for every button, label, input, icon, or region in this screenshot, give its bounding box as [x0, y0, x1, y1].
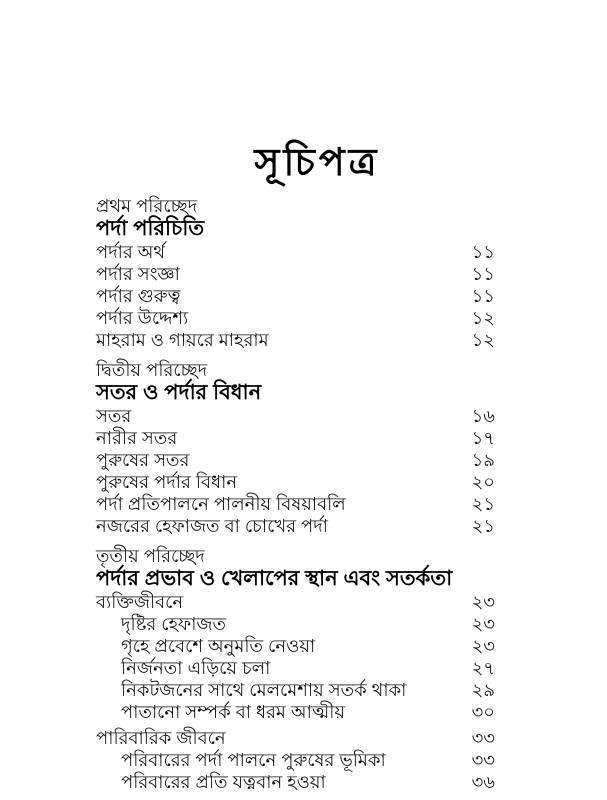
toc-entry — [96, 307, 495, 329]
toc-entry — [96, 591, 495, 613]
toc-entry — [96, 635, 495, 657]
toc-entry — [96, 405, 495, 427]
toc-entry-label: নারীর সতর — [96, 428, 178, 448]
toc-entry-page: ১৯ — [471, 450, 495, 470]
toc-entry-label: পর্দার উদ্দেশ্য — [96, 308, 189, 328]
toc-entry — [96, 329, 495, 351]
toc-entry-label: পুরুষের পর্দার বিধান — [96, 472, 238, 492]
toc-entry — [96, 749, 495, 771]
toc-entry-label: গৃহে প্রবেশে অনুমতি নেওয়া — [121, 636, 316, 656]
toc-entry-label: পুরুষের সতর — [96, 450, 190, 470]
toc-entry-page: ২৩ — [471, 592, 495, 612]
toc-entry-page: ১১ — [471, 264, 495, 284]
toc-entry — [96, 241, 495, 263]
chapter-label: প্রথম পরিচ্ছেদ — [96, 196, 198, 216]
toc-entry-page: ২১ — [471, 516, 495, 536]
toc-section-1 — [96, 195, 495, 351]
toc-entry — [96, 427, 495, 449]
toc-entry-page: ৩০ — [471, 702, 495, 722]
toc-entry-label: নিকটজনের সাথে মেলমেশায় সতর্ক থাকা — [121, 680, 407, 700]
toc-entry-label: দৃষ্টির হেফাজত — [121, 614, 227, 634]
toc-entry-page: ১২ — [471, 308, 495, 328]
toc-entry — [96, 771, 495, 793]
toc-entry-page: ৩৩ — [471, 750, 495, 770]
toc-entry-label: পরিবারের পর্দা পালনে পুরুষের ভূমিকা — [121, 750, 386, 770]
toc-entry-label: পর্দার অর্থ — [96, 242, 166, 262]
toc-entry-page: ২১ — [471, 494, 495, 514]
toc-entry — [96, 727, 495, 749]
toc-section-2 — [96, 359, 495, 537]
toc-entry — [96, 657, 495, 679]
toc-entry-page: ২০ — [471, 472, 495, 492]
toc-entry — [96, 493, 495, 515]
toc-section-3 — [96, 545, 495, 793]
chapter-title: পর্দার প্রভাব ও খেলাপের স্থান এবং সতর্কতা — [96, 567, 453, 590]
toc-entry — [96, 471, 495, 493]
toc-entry-label: ব্যক্তিজীবনে — [96, 592, 184, 612]
toc-entry-page: ২৩ — [471, 636, 495, 656]
toc-entry-label: নজরের হেফাজত বা চোখের পর্দা — [96, 516, 328, 536]
toc-entry-page: ১২ — [471, 330, 495, 350]
page-title: সূচিপত্র — [254, 142, 381, 184]
toc-entry — [96, 449, 495, 471]
toc-entry-label: পর্দার সংজ্ঞা — [96, 264, 180, 284]
toc-entry-page: ১৬ — [471, 406, 495, 426]
toc-entry-label: পরিবারের প্রতি যত্নবান হওয়া — [121, 772, 326, 792]
toc-entry — [96, 679, 495, 701]
toc-entry-page: ১১ — [471, 242, 495, 262]
toc-entry-page: ২৯ — [471, 680, 495, 700]
toc-entry-label: পর্দা প্রতিপালনে পালনীয় বিষয়াবলি — [96, 494, 346, 514]
toc-entry-label: সতর — [96, 406, 132, 426]
chapter-label: তৃতীয় পরিচ্ছেদ — [96, 546, 205, 566]
toc-entry-page: ১১ — [471, 286, 495, 306]
chapter-label: দ্বিতীয় পরিচ্ছেদ — [96, 360, 208, 380]
toc-entry-label: পাতানো সম্পর্ক বা ধরম আত্মীয় — [121, 702, 346, 722]
toc-entry — [96, 701, 495, 723]
toc-entry-label: পর্দার গুরুত্ব — [96, 286, 181, 306]
toc-entry-label: নির্জনতা এড়িয়ে চলা — [121, 658, 271, 678]
table-of-contents — [96, 195, 495, 793]
toc-entry-label: পারিবারিক জীবনে — [96, 728, 226, 748]
chapter-title: পর্দা পরিচিতি — [96, 217, 205, 240]
toc-entry-page: ১৭ — [471, 428, 495, 448]
toc-entry — [96, 515, 495, 537]
chapter-title: সতর ও পর্দার বিধান — [96, 381, 262, 404]
toc-entry — [96, 613, 495, 635]
toc-entry-page: ৩৩ — [471, 728, 495, 748]
toc-entry — [96, 263, 495, 285]
toc-entry-page: ২৩ — [471, 614, 495, 634]
toc-entry-page: ৩৬ — [471, 772, 495, 792]
toc-entry-page: ২৭ — [471, 658, 495, 678]
toc-entry — [96, 285, 495, 307]
toc-entry-label: মাহরাম ও গায়রে মাহরাম — [96, 330, 269, 350]
